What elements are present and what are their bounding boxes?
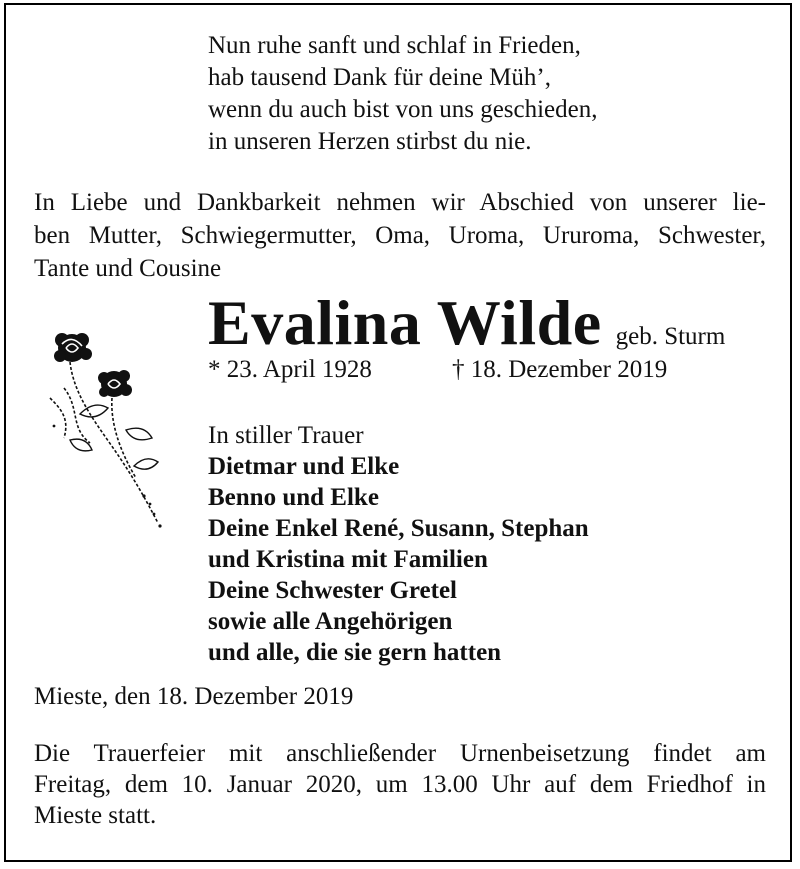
mourner-entry: und alle, die sie gern hatten xyxy=(208,639,502,666)
mourners-list xyxy=(208,420,589,668)
intro-text xyxy=(34,186,766,285)
deceased-name-row xyxy=(208,286,725,360)
mourner-entry: und Kristina mit Familien xyxy=(208,546,488,573)
place-and-date: Mieste, den 18. Dezember 2019 xyxy=(34,683,354,710)
poem-line: in unseren Herzen stirbst du nie. xyxy=(208,128,532,155)
funeral-line: Die Trauerfeier mit anschließender Urnenbeisetzung findet am xyxy=(34,740,766,767)
poem-line: wenn du auch bist von uns geschieden, xyxy=(208,96,598,123)
poem-line: hab tausend Dank für deine Müh’, xyxy=(208,64,551,91)
mourner-entry: Deine Schwester Gretel xyxy=(208,577,457,604)
intro-line: ben Mutter, Schwiegermutter, Oma, Uroma, Ururoma, Schwester, xyxy=(34,222,766,249)
deceased-name: Evalina Wilde xyxy=(208,287,602,358)
roses-icon xyxy=(40,318,170,533)
intro-line: Tante und Cousine xyxy=(34,255,222,282)
intro-line: In Liebe und Dankbarkeit nehmen wir Abschied von unserer lie- xyxy=(34,189,766,216)
poem-line: Nun ruhe sanft und schlaf in Frieden, xyxy=(208,32,581,59)
birth-date: * 23. April 1928 xyxy=(208,356,372,383)
death-date: † 18. Dezember 2019 xyxy=(452,356,668,383)
mourner-entry: Benno und Elke xyxy=(208,484,379,511)
funeral-line: Mieste statt. xyxy=(34,802,157,829)
funeral-info xyxy=(34,738,766,831)
mourners-heading: In stiller Trauer xyxy=(208,422,364,449)
mourner-entry: Dietmar und Elke xyxy=(208,453,400,480)
poem xyxy=(208,30,598,158)
mourner-entry: sowie alle Angehörigen xyxy=(208,608,453,635)
funeral-line: Freitag, dem 10. Januar 2020, um 13.00 Uhr auf dem Friedhof in xyxy=(34,771,766,798)
maiden-name: geb. Sturm xyxy=(615,323,726,350)
mourner-entry: Deine Enkel René, Susann, Stephan xyxy=(208,515,589,542)
